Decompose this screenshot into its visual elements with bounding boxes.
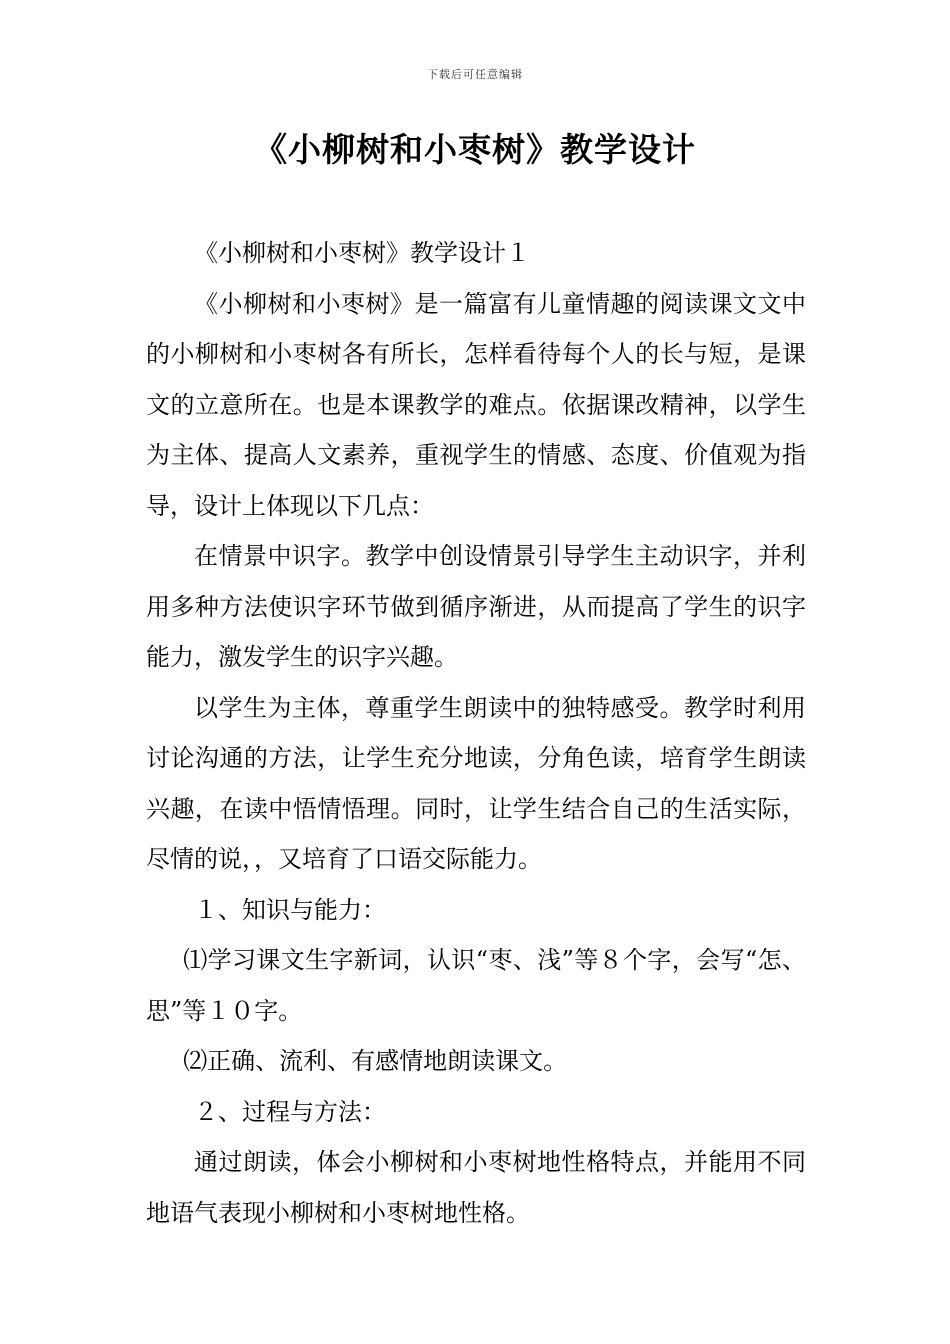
paragraph-literacy: 在情景中识字。教学中创设情景引导学生主动识字，并利用多种方法使识字环节做到循序渐进，从而提高了学生的识字能力，激发学生的识字兴趣。 (146, 542, 806, 671)
paragraph-process-detail: 通过朗读，体会小柳树和小枣树地性格特点，并能用不同地语气表现小柳树和小枣树地性格。 (146, 1148, 806, 1227)
paragraph-goal-item-2: ⑵正确、流利、有感情地朗读课文。 (183, 1047, 568, 1075)
paragraph-intro: 《小柳树和小枣树》是一篇富有儿童情趣的阅读课文文中的小柳树和小枣树各有所长，怎样看待每个人的长与短，是课文的立意所在。也是本课教学的难点。依据课改精神，以学生为主体、提高人文素养，重视学生的情感、态度、价值观为指导，设计上体现以下几点： (146, 289, 806, 520)
paragraph-goal-item-1: ⑴学习课文生字新词，认识“枣、浅”等８个字，会写“怎、思”等１０字。 (146, 946, 806, 1025)
paragraph-subtitle: 《小柳树和小枣树》教学设计１ (194, 239, 530, 267)
document-title: 《小柳树和小枣树》教学设计 (254, 130, 696, 169)
document-body (146, 228, 806, 1238)
header-note: 下载后可任意编辑 (427, 68, 523, 81)
paragraph-goal-process: ２、过程与方法： (194, 1097, 386, 1126)
paragraph-goal-knowledge: １、知识与能力： (194, 895, 386, 924)
paragraph-student-centered: 以学生为主体，尊重学生朗读中的独特感受。教学时利用讨论沟通的方法，让学生充分地读，分角色读，培育学生朗读兴趣，在读中悟情悟理。同时，让学生结合自己的生活实际，尽情的说，，又培育了口语交际能力。 (146, 693, 806, 873)
